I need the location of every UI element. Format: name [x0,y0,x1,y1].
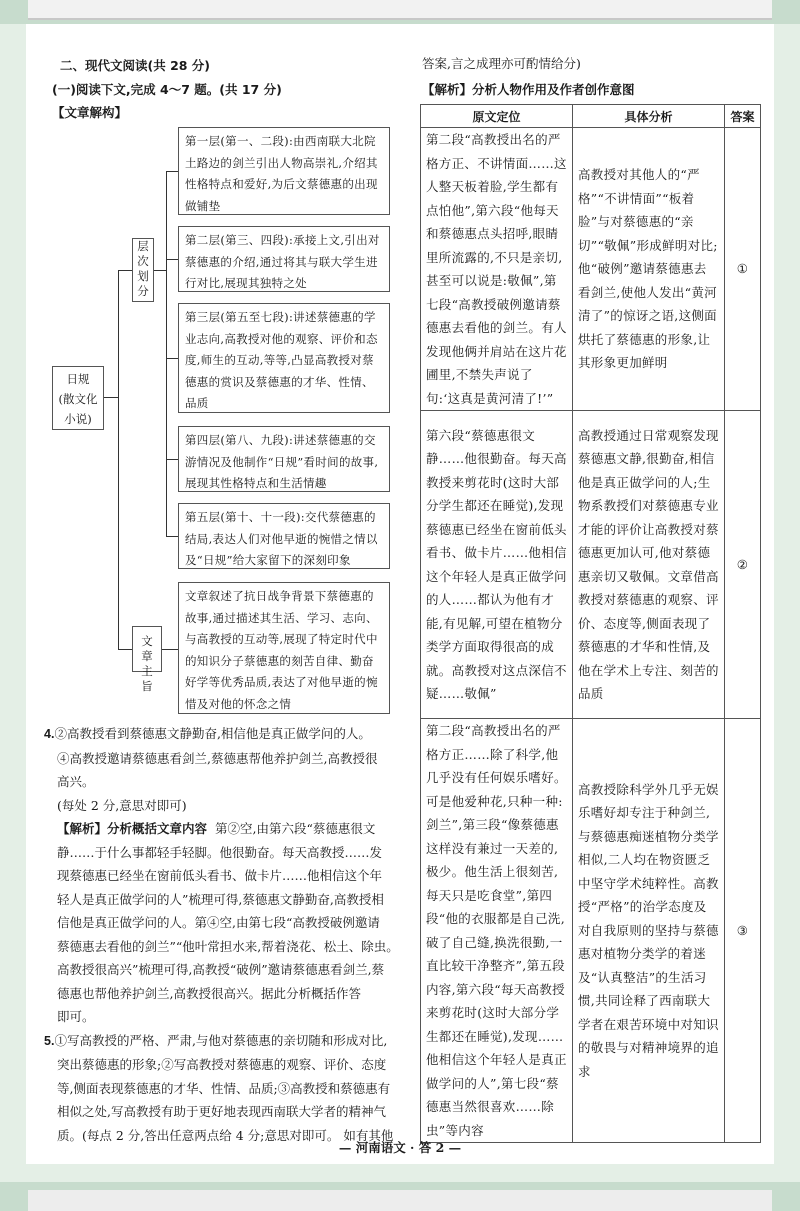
layer-box-1: 第一层(第一、二段):由西南联大北院土路边的剑兰引出人物高崇礼,介绍其性格特点和爱好,为后文蔡德惠的出现做铺垫 [178,127,390,215]
q4-number: 4. [44,727,55,741]
q4-analysis-tag: 【解析】分析概括文章内容 [57,821,208,836]
connector [166,171,167,536]
q5-continuation: 答案,言之成理亦可酌情给分) [422,56,581,71]
q4-analysis-line: 德惠也帮他养护剑兰,高教授很高兴。据此分析概括作答 [57,985,361,1001]
table-row [421,128,761,411]
q5-line: 等,侧面表现蔡德惠的才华、性情、品质;③高教授和蔡德惠有 [57,1080,391,1096]
analysis-table [420,104,761,1143]
column-header: 具体分析 [573,105,725,128]
q5-line: 质。(每点 2 分,答出任意两点给 4 分;意思对即可。 如有其他 [57,1127,394,1143]
column-header: 答案 [725,105,761,128]
top-strip [28,0,772,20]
structure-label: 【文章解构】 [52,105,128,120]
connector [118,270,132,271]
analysis-cell: 高教授除科学外几乎无娱乐嗜好却专注于种剑兰,与蔡德惠痴迷植物分类学相似,二人均在物资匮乏中坚守学术纯粹性。高教授“严格”的治学态度及对自我原则的坚持与蔡德惠对植物分类学的着迷及“认真整洁”的生活习惯,共同诠释了西南联大学者在艰苦环境中对知识的敬畏与对精神境界的追求 [573,719,725,1143]
connector [166,536,178,537]
connector [104,397,118,398]
answer-4 [44,722,399,1147]
q4-analysis-line: 蔡德惠去看他的剑兰”“他叶常担水来,帮着浇花、松土、除虫。 [57,938,399,954]
q4-analysis-line: 现蔡德惠已经坐在窗前低头看书、做卡片……他相信这个年 [57,868,383,883]
layer-box-3: 第三层(第五至七段):讲述蔡德惠的学业志向,高教授对他的观察、评价和态度,师生的互动,等等,凸显高教授对蔡德惠的赏识及蔡德惠的才华、性情、品质 [178,303,390,413]
connector [162,649,178,650]
q4-analysis-line: 即可。 [57,1009,95,1024]
layer-box-4: 第四层(第八、九段):讲述蔡德惠的交游情况及他制作“日规”看时间的故事,展现其性格特点和生活情趣 [178,426,390,492]
connector [166,171,178,172]
section-subtitle: (一)阅读下文,完成 4～7 题。(共 17 分) [52,82,282,97]
connector [118,270,119,650]
analysis-cell: 高教授通过日常观察发现蔡德惠文静,很勤奋,相信他是真正做学问的人;生物系教授们对蔡德惠专业才能的评价让高教授对蔡德惠更加认可,他对蔡德惠亲切又敬佩。文章借高教授对蔡德惠的观察、评价、态度等,侧面表现了蔡德惠的才华和性情,及他在学术上专注、刻苦的品质 [573,411,725,719]
page-footer: — 河南语文 · 答 2 — [338,1140,462,1155]
table-row [421,411,761,719]
q4-line: ④高教授邀请蔡德惠看剑兰,蔡德惠帮他养护剑兰,高教授很 [57,750,378,766]
connector [166,358,178,359]
q5-line: 相似之处,写高教授有助于更好地表现西南联大学者的精神气 [57,1104,386,1119]
diagram-root: 日规 (散文化 小说) [52,366,104,430]
analysis-cell: 高教授对其他人的“严格”“不讲情面”“板着脸”与对蔡德惠的“亲切”“敬佩”形成鲜明对比;他“破例”邀请蔡德惠去看剑兰,使他人发出“黄河清了”的惊讶之语,这侧面烘托了蔡德惠的形象,让其形象更加鲜明 [573,128,725,411]
source-cell: 第六段“蔡德惠很文静……他很勤奋。每天高教授来剪花时(这时大部分学生都还在睡觉),发现蔡德惠已经坐在窗前低头看书、做卡片……他相信这个年轻人是真正做学问的人……都认为他有才能,有见解,可望在植物分类学方面取得很高的成就。高教授对这点深信不疑……敬佩” [421,411,573,719]
table-row [421,719,761,1143]
section-title: 二、现代文阅读(共 28 分) [60,58,211,73]
bottom-strip [28,1190,772,1211]
layer-box-2: 第二层(第三、四段):承接上文,引出对蔡德惠的介绍,通过将其与联大学生进行对比,展现其独特之处 [178,226,390,292]
q5-analysis-tag: 【解析】分析人物作用及作者创作意图 [422,82,635,97]
q5-line: 突出蔡德惠的形象;②写高教授对蔡德惠的观察、评价、态度 [57,1057,387,1072]
theme-label: 文 章 主 旨 [132,626,162,672]
connector [166,459,178,460]
column-header: 原文定位 [421,105,573,128]
connector [166,259,178,260]
connector [118,649,132,650]
q4-analysis-line: 轻人是真正做学问的人”梳理可得,蔡德惠文静勤奋,高教授相 [57,891,384,907]
levels-label: 层 次 划 分 [132,238,154,302]
theme-box: 文章叙述了抗日战争背景下蔡德惠的故事,通过描述其生活、学习、志向、与高教授的互动等,展现了特定时代中的知识分子蔡德惠的刻苦自律、勤奋好学等优秀品质,表达了对他早逝的惋惜及对他的怀念之情 [178,582,390,714]
q5-number: 5. [44,1033,55,1048]
q5-line: ①写高教授的严格、严肃,与他对蔡德惠的亲切随和形成对比, [54,1032,388,1048]
q4-analysis-line: 信他是真正做学问的人。第④空,由第七段“高教授破例邀请 [57,915,380,930]
source-cell: 第二段“高教授出名的严格方正……除了科学,他几乎没有任何娱乐嗜好。可是他爱种花,只种一种:剑兰”,第三段“像蔡德惠这样没有兼过一天差的,极少。他生活上很刻苦,每天只是吃食堂”,第四段“他的衣服都是自己洗,破了自己缝,换洗很勤,一直比较干净整齐”,第五段内容,第六段“每天高教授来剪花时(这时大部分学生都还在睡觉),发现……他相信这个年轻人是真正做学问的人”,第七段“蔡德惠当然很喜欢……除虫”等内容 [421,719,573,1143]
connector [154,270,166,271]
q4-analysis-line: 高教授很高兴”梳理可得,高教授“破例”邀请蔡德惠看剑兰,蔡 [57,962,385,977]
source-cell: 第二段“高教授出名的严格方正、不讲情面……这人整天板着脸,学生都有点怕他”,第六段“他每天和蔡德惠点头招呼,眼睛里所流露的,不只是亲切,甚至可以说是:敬佩”,第七段“高教授破例邀请蔡德惠去看他的剑兰。有人发现他俩并肩站在这片花圃里,不禁失声说了句:‘这真是黄河清了!’” [421,128,573,411]
answer-cell: ③ [725,719,761,1143]
q4-analysis-line: 静……于什么事都轻手轻脚。他很勤奋。每天高教授……发 [57,844,383,860]
q4-score: (每处 2 分,意思对即可) [57,797,187,813]
layer-box-5: 第五层(第十、十一段):交代蔡德惠的结局,表达人们对他早逝的惋惜之情以及“日规”给大家留下的深刻印象 [178,503,390,569]
q4-line: 高兴。 [57,774,95,789]
table-header-row [421,105,761,128]
q4-analysis-line: 第②空,由第六段“蔡德惠很文 [214,821,376,836]
q4-line: ②高教授看到蔡德惠文静勤奋,相信他是真正做学问的人。 [54,726,371,741]
answer-cell: ① [725,128,761,411]
answer-cell: ② [725,411,761,719]
